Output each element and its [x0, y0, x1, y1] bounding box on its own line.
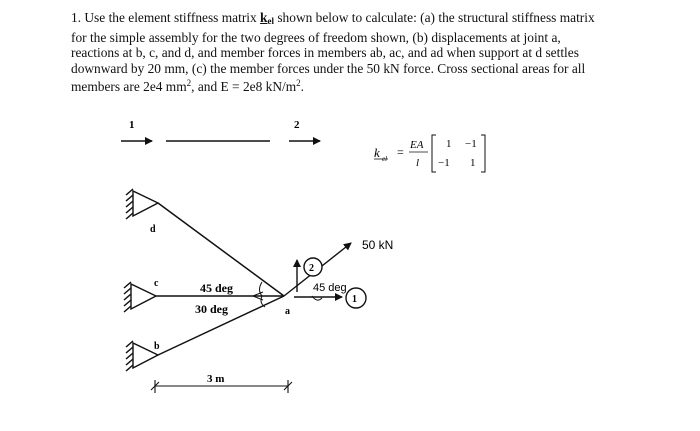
- problem-line-5-b: , and E = 2e8 kN/m: [191, 79, 297, 95]
- load-label: 50 kN: [362, 238, 394, 252]
- truss-members: [156, 203, 284, 355]
- dof-circle-1-label: 1: [352, 294, 357, 305]
- angle-45-right-label: 45 deg: [313, 282, 347, 294]
- kel-subscript: el: [267, 16, 274, 26]
- matrix-entry-22: 1: [470, 157, 476, 169]
- support-c-hatch: [124, 282, 131, 312]
- matrix-equals: =: [397, 145, 404, 159]
- dof-circle-2-label: 2: [309, 263, 314, 274]
- dof-label-1: 1: [129, 119, 135, 131]
- support-b-hatch: [126, 341, 133, 371]
- support-d-triangle: [133, 191, 158, 216]
- support-d-hatch: [126, 189, 133, 219]
- dof-legend: [121, 119, 320, 141]
- stiffness-matrix: [374, 135, 485, 172]
- area-unit-exponent: 2: [186, 78, 192, 89]
- matrix-entry-11: 1: [446, 138, 452, 150]
- problem-line-4: downward by 20 mm, (c) the member forces under the 50 kN force. Cross sectional areas for all: [71, 60, 586, 76]
- dof-label-2: 2: [294, 119, 300, 131]
- node-b-label: b: [154, 341, 160, 352]
- matrix-numerator: EA: [410, 139, 424, 151]
- matrix-entry-12: −1: [465, 138, 477, 150]
- modulus-unit-exponent: 2: [296, 78, 301, 89]
- problem-line-1-tail: shown below to calculate: (a) the structural stiffness matrix: [274, 10, 595, 25]
- support-d: [126, 189, 158, 219]
- dimension-3m: [151, 373, 292, 393]
- angle-30-label: 30 deg: [195, 302, 228, 316]
- dimension-label: 3 m: [207, 373, 225, 385]
- node-a-label: a: [285, 306, 290, 317]
- angle-45-left-label: 45 deg: [200, 281, 233, 295]
- matrix-lhs-subscript: el: [382, 155, 388, 163]
- matrix-entry-21: −1: [438, 157, 450, 169]
- problem-line-3: reactions at b, c, and d, and member forces in members ab, ac, and ad when support at d settles: [71, 45, 579, 61]
- matrix-denominator: l: [416, 157, 420, 169]
- node-c-label: c: [154, 278, 159, 289]
- matrix-left-bracket: [432, 135, 436, 172]
- problem-line-5-a: members are 2e4 mm: [71, 79, 187, 95]
- matrix-right-bracket: [481, 135, 485, 172]
- matrix-lhs: k: [374, 145, 380, 160]
- problem-line-5-c: .: [300, 79, 304, 95]
- problem-line-2: for the simple assembly for the two degrees of freedom shown, (b) displacements at joint a,: [71, 29, 561, 45]
- support-c: [124, 282, 156, 312]
- node-d-label: d: [150, 224, 156, 235]
- kel-main: k: [260, 10, 268, 25]
- problem-line-1-text: 1. Use the element stiffness matrix: [71, 10, 261, 25]
- support-c-triangle: [131, 284, 156, 309]
- angle-arc-45: [260, 282, 263, 296]
